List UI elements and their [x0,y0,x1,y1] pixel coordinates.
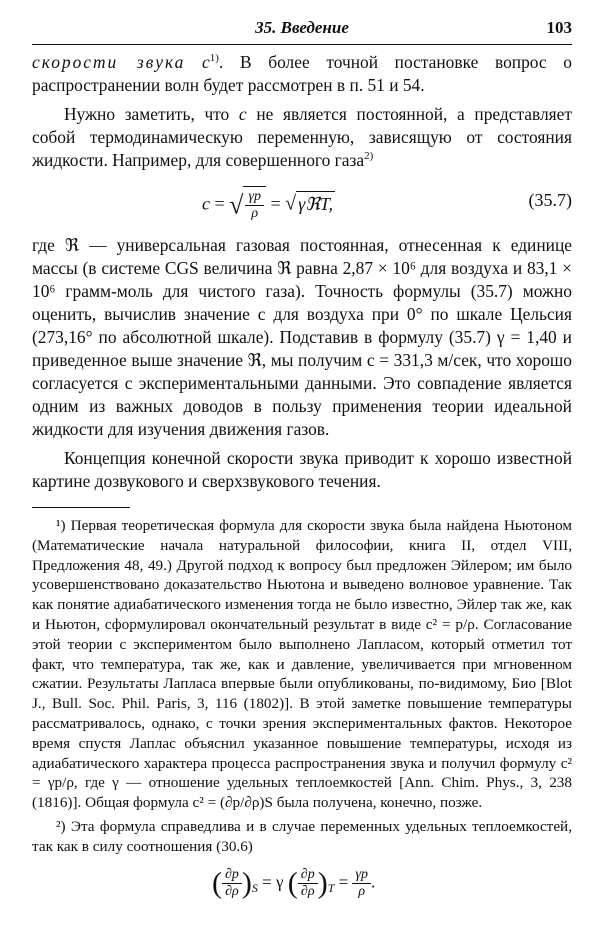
equation-35-7 [32,172,572,234]
fraction [352,867,371,900]
subscript: T [327,880,335,895]
equation-expression [202,186,335,222]
eq-rhs: γℜT, [296,191,335,215]
emphasis-speed-of-sound: скорости звука [32,52,186,72]
fraction-denominator: ∂ρ [225,883,239,899]
paragraph-2 [32,103,572,172]
fraction-denominator: ρ [251,206,259,221]
running-header [32,14,572,45]
paragraph-1 [32,51,572,97]
sqrt-sign: √ [229,190,244,220]
sqrt-sign: √ [285,192,297,215]
var-c: c [238,104,247,124]
subscript: S [251,880,258,895]
section-title: 35. Введение [255,18,349,37]
paragraph-2-start: Нужно заметить, что [64,104,230,124]
eq-lhs: c [202,193,210,214]
period: . [371,871,376,891]
footnotes [32,516,572,917]
fraction-denominator: ∂ρ [300,883,315,899]
footnote-1: ¹) Первая теоретическая формула для скорости звука была найдена Ньютоном (Математические начала натуральной философии, книга II, отдел VIII, Предложения 48, 49.) Другой подход к вопросу был предложен Эйлером; им было усовершенствовано доказательство Ньютона и выведено волновое уравнение. Так как понятие адиабатического изменения тогда не было известно, Эйлер так же, как и Ньютон, сформулировал окончательный результат в виде c² = p/ρ. Согласование этой теории с экспериментом было выполнено Лапласом, который отметил тот факт, что температура, так же, как и давление, увеличивается при мгновенном сжатии. Результаты Лапласа впервые были опубликованы, по-видимому, Био [Blot J., Bull. Soc. Phil. Paris, 3, 116 (1802)]. В этой заметке повышение температуры рассматривалось, однако, с точки зрения экспериментальных фактов. Некоторое время спустя Лаплас объяснил указанное повышение температуры, исходя из адиабатического характера процесса распространения звука и получил формулу c² = γp/ρ, где γ — отношение удельных теплоемкостей [Ann. Chim. Phys., 3, 238 (1816)]. Общая формула c² = (∂p/∂ρ)S была получена, конечно, позже. [32,517,572,812]
fraction [245,189,264,222]
footnote-ref-2: 2) [364,150,374,163]
fraction-denominator: ρ [358,883,366,899]
fraction-numerator: ∂p [298,867,318,884]
paragraph-3: где ℜ — универсальная газовая постоянная, отнесенная к единице массы (в системе CGS величина ℜ равна 2,87 × 10⁶ для воздуха и 83,1 × 10⁶ грамм-моль для чистого газа). Точность формулы (35.7) можно оценить, вычислив значение c для воздуха при 0° по шкале Цельсия (273,16° по абсолютной шкале). Подставив в формулу (35.7) γ = 1,40 и приведенное выше значение ℜ, мы получим c = 331,3 м/сек, что хорошо согласуется с экспериментальными данными. Это совпадение является одним из важных доводов в пользу применения теории идеальной жидкости для изучения движения газов. [32,235,572,439]
footnote-ref-1: 1) [209,52,219,65]
equation-number: (35.7) [528,190,572,210]
equation-expression: ( $\frac{\partial p}{\partial\rho}$ )$_S = \gamma$ ( $\frac{\partial p}{\partial\rho}$ )$_T$ = $\frac{\gamma p}{\rho}$ . [212,866,376,900]
book-page [32,14,572,917]
equation-adiabatic-relation [32,861,572,917]
eq-sign: = [214,193,225,214]
main-text [32,51,572,493]
fraction [298,867,318,900]
paragraph-2-text: не является постоянной, а представляет собой термодинамическую переменную, зависящую от состояния жидкости. Например, для совершенного газа [32,104,572,170]
footnote-2: ²) Эта формула справедлива и в случае переменных удельных теплоемкостей, так как в силу соотношения (30.6) [32,817,572,855]
eq-sign: = γ [262,871,284,891]
fraction-numerator: γp [245,189,264,206]
footnote-separator [32,507,130,508]
eq-sign: = [338,871,349,891]
page-number: 103 [546,18,572,37]
fraction [222,867,242,900]
paragraph-1-text: . В более точной постановке вопрос о распространении волн будет рассмотрен в п. 51 и 54. [32,52,572,95]
fraction-numerator: γp [352,867,371,884]
fraction-numerator: ∂p [222,867,242,884]
eq-sign: = [270,193,281,214]
paragraph-4: Концепция конечной скорости звука приводит к хорошо известной картине дозвукового и сверхзвукового течения. [32,448,572,491]
var-c: c [202,52,210,72]
